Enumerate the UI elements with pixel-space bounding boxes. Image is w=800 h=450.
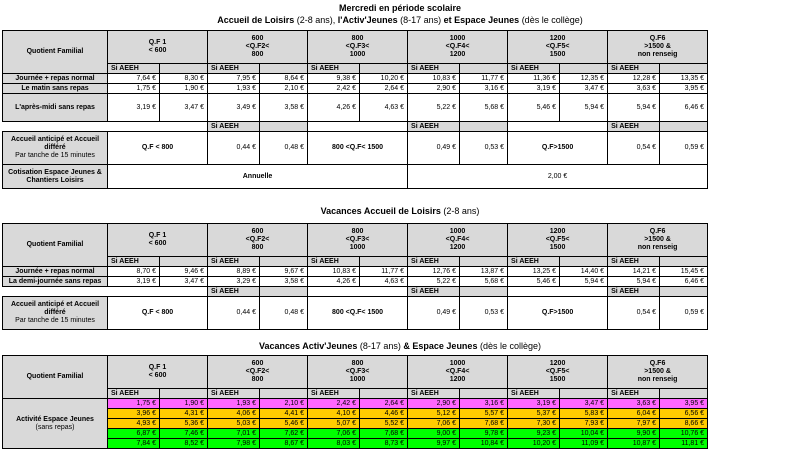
table-row: [3, 399, 708, 409]
row-label: Journée + repas normal: [3, 267, 108, 277]
price-cell: 13,87 €: [460, 267, 508, 277]
price-cell: 8,52 €: [160, 439, 208, 449]
qf-header: 600 <Q.F2< 800: [208, 31, 308, 64]
price-cell: 3,16 €: [460, 399, 508, 409]
anticipe-qf-range: 800 <Q.F< 1500: [308, 297, 408, 330]
anticipe-label: Accueil anticipé et Accueil différé Par tanche de 15 minutes: [3, 297, 108, 330]
price-cell: 4,41 €: [260, 409, 308, 419]
title-mercredi-sub: Accueil de Loisirs (2-8 ans), l'Activ'Jeunes (8-17 ans) et Espace Jeunes (dès le collège): [217, 15, 583, 25]
si-aeeh-label: Si AEEH: [508, 64, 560, 74]
price-cell: 3,19 €: [508, 84, 560, 94]
price-cell: 3,47 €: [560, 399, 608, 409]
anticipe-qf-range: Q.F < 800: [108, 297, 208, 330]
table1-cotisation-row: [3, 165, 708, 189]
qf-header: Q.F 1 < 600: [108, 356, 208, 389]
price-cell: 7,06 €: [408, 419, 460, 429]
price-cell: 2,10 €: [260, 84, 308, 94]
anticipe-qf-range: Q.F>1500: [508, 297, 608, 330]
price-cell: 1,90 €: [160, 84, 208, 94]
row-label: Journée + repas normal: [3, 74, 108, 84]
price-cell: 2,64 €: [360, 84, 408, 94]
price-cell: 5,94 €: [608, 94, 660, 122]
price-cell: 7,97 €: [608, 419, 660, 429]
price-cell: 2,64 €: [360, 399, 408, 409]
table1-anticipe-row: [3, 132, 708, 165]
price-cell: 0,54 €: [608, 132, 660, 165]
price-cell: 10,76 €: [660, 429, 708, 439]
table-row: [3, 277, 708, 287]
price-cell: 13,35 €: [660, 74, 708, 84]
price-cell: 7,64 €: [108, 74, 160, 84]
price-cell: 14,21 €: [608, 267, 660, 277]
si-aeeh-label: Si AEEH: [608, 287, 660, 297]
price-cell: 4,93 €: [108, 419, 160, 429]
price-cell: 3,58 €: [260, 94, 308, 122]
price-cell: 5,07 €: [308, 419, 360, 429]
table-row: [3, 439, 708, 449]
price-cell: 7,98 €: [208, 439, 260, 449]
si-aeeh-label: Si AEEH: [308, 389, 360, 399]
price-cell: 9,46 €: [160, 267, 208, 277]
price-cell: 5,94 €: [560, 277, 608, 287]
price-cell: 7,95 €: [208, 74, 260, 84]
price-cell: 3,47 €: [560, 84, 608, 94]
price-cell: 0,53 €: [460, 132, 508, 165]
price-cell: 6,56 €: [660, 409, 708, 419]
qf-label: Quotient Familial: [3, 31, 108, 74]
price-cell: 8,03 €: [308, 439, 360, 449]
price-cell: 9,97 €: [408, 439, 460, 449]
si-aeeh-label: Si AEEH: [108, 64, 160, 74]
qf-header: Q.F 1 < 600: [108, 224, 208, 257]
price-cell: 9,00 €: [408, 429, 460, 439]
price-cell: 5,46 €: [260, 419, 308, 429]
price-cell: 5,46 €: [508, 277, 560, 287]
table1-aeeh-row-2: [3, 122, 708, 132]
title-vacances-jeunes: Vacances Activ'Jeunes (8-17 ans) & Espace Jeunes (dès le collège): [259, 341, 541, 351]
qf-header: 1200 <Q.F5< 1500: [508, 356, 608, 389]
price-cell: 5,94 €: [608, 277, 660, 287]
price-cell: 12,76 €: [408, 267, 460, 277]
price-cell: 0,54 €: [608, 297, 660, 330]
price-cell: 7,93 €: [560, 419, 608, 429]
si-aeeh-label: Si AEEH: [108, 257, 160, 267]
price-cell: 11,77 €: [360, 267, 408, 277]
price-cell: 2,10 €: [260, 399, 308, 409]
si-aeeh-label: Si AEEH: [308, 64, 360, 74]
price-cell: 5,94 €: [560, 94, 608, 122]
si-aeeh-label: Si AEEH: [408, 122, 460, 132]
table1-aeeh-row: [3, 64, 708, 74]
price-cell: 9,90 €: [608, 429, 660, 439]
price-cell: 4,46 €: [360, 409, 408, 419]
price-cell: 3,95 €: [660, 84, 708, 94]
table-row: [3, 267, 708, 277]
price-cell: 7,68 €: [460, 419, 508, 429]
table-mercredi: [2, 30, 708, 189]
price-cell: 3,95 €: [660, 399, 708, 409]
price-cell: 1,75 €: [108, 84, 160, 94]
price-cell: 7,46 €: [160, 429, 208, 439]
si-aeeh-label: Si AEEH: [208, 287, 260, 297]
price-cell: 2,42 €: [308, 84, 360, 94]
price-cell: 10,83 €: [408, 74, 460, 84]
price-cell: 6,87 €: [108, 429, 160, 439]
price-cell: 0,48 €: [260, 132, 308, 165]
si-aeeh-label: Si AEEH: [208, 64, 260, 74]
activite-label: Activité Espace Jeunes (sans repas): [3, 399, 108, 449]
price-cell: 3,63 €: [608, 84, 660, 94]
table3-header-row: [3, 356, 708, 389]
price-cell: 5,57 €: [460, 409, 508, 419]
table-row: [3, 409, 708, 419]
row-label: La demi-journée sans repas: [3, 277, 108, 287]
table2-header-row: [3, 224, 708, 257]
table2-anticipe-row: [3, 297, 708, 330]
qf-label: Quotient Familial: [3, 224, 108, 267]
price-cell: 0,49 €: [408, 132, 460, 165]
si-aeeh-label: Si AEEH: [608, 64, 660, 74]
table3-activite-body: [3, 399, 708, 449]
si-aeeh-label: Si AEEH: [208, 122, 260, 132]
price-cell: 8,64 €: [260, 74, 308, 84]
price-cell: 11,81 €: [660, 439, 708, 449]
table-row: [3, 84, 708, 94]
price-cell: 3,16 €: [460, 84, 508, 94]
table-vacances-jeunes: [2, 355, 708, 449]
price-cell: 14,40 €: [560, 267, 608, 277]
price-cell: 3,29 €: [208, 277, 260, 287]
price-cell: 6,46 €: [660, 277, 708, 287]
price-cell: 3,47 €: [160, 277, 208, 287]
price-cell: 7,68 €: [360, 429, 408, 439]
si-aeeh-label: Si AEEH: [108, 389, 160, 399]
price-cell: 0,59 €: [660, 297, 708, 330]
qf-header: 1000 <Q.F4< 1200: [408, 356, 508, 389]
qf-header: 600 <Q.F2< 800: [208, 224, 308, 257]
price-cell: 13,25 €: [508, 267, 560, 277]
price-cell: 5,03 €: [208, 419, 260, 429]
price-cell: 4,26 €: [308, 277, 360, 287]
cotisation-period: Annuelle: [108, 165, 408, 189]
price-cell: 1,93 €: [208, 399, 260, 409]
price-cell: 8,73 €: [360, 439, 408, 449]
si-aeeh-label: Si AEEH: [208, 257, 260, 267]
qf-header: Q.F6 >1500 & non renseig: [608, 224, 708, 257]
table-row: [3, 94, 708, 122]
price-cell: 9,38 €: [308, 74, 360, 84]
qf-header: Q.F 1 < 600: [108, 31, 208, 64]
title-mercredi: Mercredi en période scolaire: [338, 3, 462, 13]
price-cell: 8,67 €: [260, 439, 308, 449]
anticipe-label: Accueil anticipé et Accueil différé Par tanche de 15 minutes: [3, 132, 108, 165]
si-aeeh-label: Si AEEH: [408, 257, 460, 267]
row-label: L'après-midi sans repas: [3, 94, 108, 122]
table1-header-row: [3, 31, 708, 64]
price-cell: 3,19 €: [108, 277, 160, 287]
price-cell: 10,83 €: [308, 267, 360, 277]
price-cell: 9,78 €: [460, 429, 508, 439]
qf-header: 800 <Q.F3< 1000: [308, 356, 408, 389]
price-cell: 5,22 €: [408, 94, 460, 122]
price-cell: 10,04 €: [560, 429, 608, 439]
anticipe-qf-range: 800 <Q.F< 1500: [308, 132, 408, 165]
price-cell: 3,63 €: [608, 399, 660, 409]
price-cell: 5,68 €: [460, 94, 508, 122]
table-row: [3, 74, 708, 84]
price-cell: 1,90 €: [160, 399, 208, 409]
price-cell: 7,01 €: [208, 429, 260, 439]
price-cell: 6,46 €: [660, 94, 708, 122]
qf-header: 600 <Q.F2< 800: [208, 356, 308, 389]
price-cell: 3,58 €: [260, 277, 308, 287]
price-cell: 2,90 €: [408, 399, 460, 409]
qf-header: 1000 <Q.F4< 1200: [408, 224, 508, 257]
price-cell: 5,46 €: [508, 94, 560, 122]
si-aeeh-label: Si AEEH: [608, 122, 660, 132]
price-cell: 12,28 €: [608, 74, 660, 84]
price-cell: 5,83 €: [560, 409, 608, 419]
price-cell: 2,42 €: [308, 399, 360, 409]
title-vacances-loisirs: Vacances Accueil de Loisirs (2-8 ans): [320, 206, 480, 216]
price-cell: 9,67 €: [260, 267, 308, 277]
si-aeeh-label: Si AEEH: [408, 389, 460, 399]
price-cell: 0,48 €: [260, 297, 308, 330]
si-aeeh-label: Si AEEH: [208, 389, 260, 399]
price-cell: 5,22 €: [408, 277, 460, 287]
price-cell: 5,52 €: [360, 419, 408, 429]
price-cell: 8,70 €: [108, 267, 160, 277]
price-cell: 3,49 €: [208, 94, 260, 122]
cotisation-label: Cotisation Espace Jeunes & Chantiers Loisirs: [3, 165, 108, 189]
price-cell: 1,93 €: [208, 84, 260, 94]
price-cell: 11,36 €: [508, 74, 560, 84]
price-cell: 7,84 €: [108, 439, 160, 449]
price-cell: 0,53 €: [460, 297, 508, 330]
qf-header: 1200 <Q.F5< 1500: [508, 224, 608, 257]
price-cell: 12,35 €: [560, 74, 608, 84]
price-cell: 5,37 €: [508, 409, 560, 419]
price-cell: 4,63 €: [360, 94, 408, 122]
price-cell: 10,84 €: [460, 439, 508, 449]
price-cell: 3,19 €: [508, 399, 560, 409]
si-aeeh-label: Si AEEH: [508, 257, 560, 267]
price-cell: 7,30 €: [508, 419, 560, 429]
price-cell: 11,77 €: [460, 74, 508, 84]
si-aeeh-label: Si AEEH: [408, 287, 460, 297]
row-label: Le matin sans repas: [3, 84, 108, 94]
price-cell: 4,26 €: [308, 94, 360, 122]
qf-header: 800 <Q.F3< 1000: [308, 224, 408, 257]
table2-aeeh-row: [3, 257, 708, 267]
price-cell: 3,19 €: [108, 94, 160, 122]
price-cell: 15,45 €: [660, 267, 708, 277]
table-row: [3, 429, 708, 439]
price-cell: 2,90 €: [408, 84, 460, 94]
price-cell: 8,30 €: [160, 74, 208, 84]
si-aeeh-label: Si AEEH: [408, 64, 460, 74]
price-cell: 4,10 €: [308, 409, 360, 419]
si-aeeh-label: Si AEEH: [608, 389, 660, 399]
price-cell: 7,06 €: [308, 429, 360, 439]
price-cell: 4,63 €: [360, 277, 408, 287]
price-cell: 10,20 €: [508, 439, 560, 449]
qf-header: 800 <Q.F3< 1000: [308, 31, 408, 64]
qf-header: Q.F6 >1500 & non renseig: [608, 31, 708, 64]
si-aeeh-label: Si AEEH: [508, 389, 560, 399]
price-cell: 5,68 €: [460, 277, 508, 287]
price-cell: 4,06 €: [208, 409, 260, 419]
qf-header: 1200 <Q.F5< 1500: [508, 31, 608, 64]
table-row: [3, 419, 708, 429]
table2-aeeh-row-2: [3, 287, 708, 297]
price-cell: 8,66 €: [660, 419, 708, 429]
price-cell: 5,36 €: [160, 419, 208, 429]
price-cell: 4,31 €: [160, 409, 208, 419]
qf-label: Quotient Familial: [3, 356, 108, 399]
price-cell: 0,44 €: [208, 297, 260, 330]
qf-header: Q.F6 >1500 & non renseig: [608, 356, 708, 389]
price-cell: 0,44 €: [208, 132, 260, 165]
anticipe-qf-range: Q.F>1500: [508, 132, 608, 165]
price-cell: 6,04 €: [608, 409, 660, 419]
price-cell: 3,47 €: [160, 94, 208, 122]
table-vacances-loisirs: [2, 223, 708, 330]
price-cell: 0,49 €: [408, 297, 460, 330]
price-cell: 7,62 €: [260, 429, 308, 439]
si-aeeh-label: Si AEEH: [308, 257, 360, 267]
price-cell: 10,20 €: [360, 74, 408, 84]
price-cell: 3,96 €: [108, 409, 160, 419]
qf-header: 1000 <Q.F4< 1200: [408, 31, 508, 64]
price-cell: 10,87 €: [608, 439, 660, 449]
price-cell: 9,23 €: [508, 429, 560, 439]
price-cell: 8,89 €: [208, 267, 260, 277]
cotisation-value: 2,00 €: [408, 165, 708, 189]
si-aeeh-label: Si AEEH: [608, 257, 660, 267]
price-cell: 11,09 €: [560, 439, 608, 449]
price-cell: 1,75 €: [108, 399, 160, 409]
table3-aeeh-row: [3, 389, 708, 399]
price-cell: 0,59 €: [660, 132, 708, 165]
anticipe-qf-range: Q.F < 800: [108, 132, 208, 165]
price-cell: 5,12 €: [408, 409, 460, 419]
